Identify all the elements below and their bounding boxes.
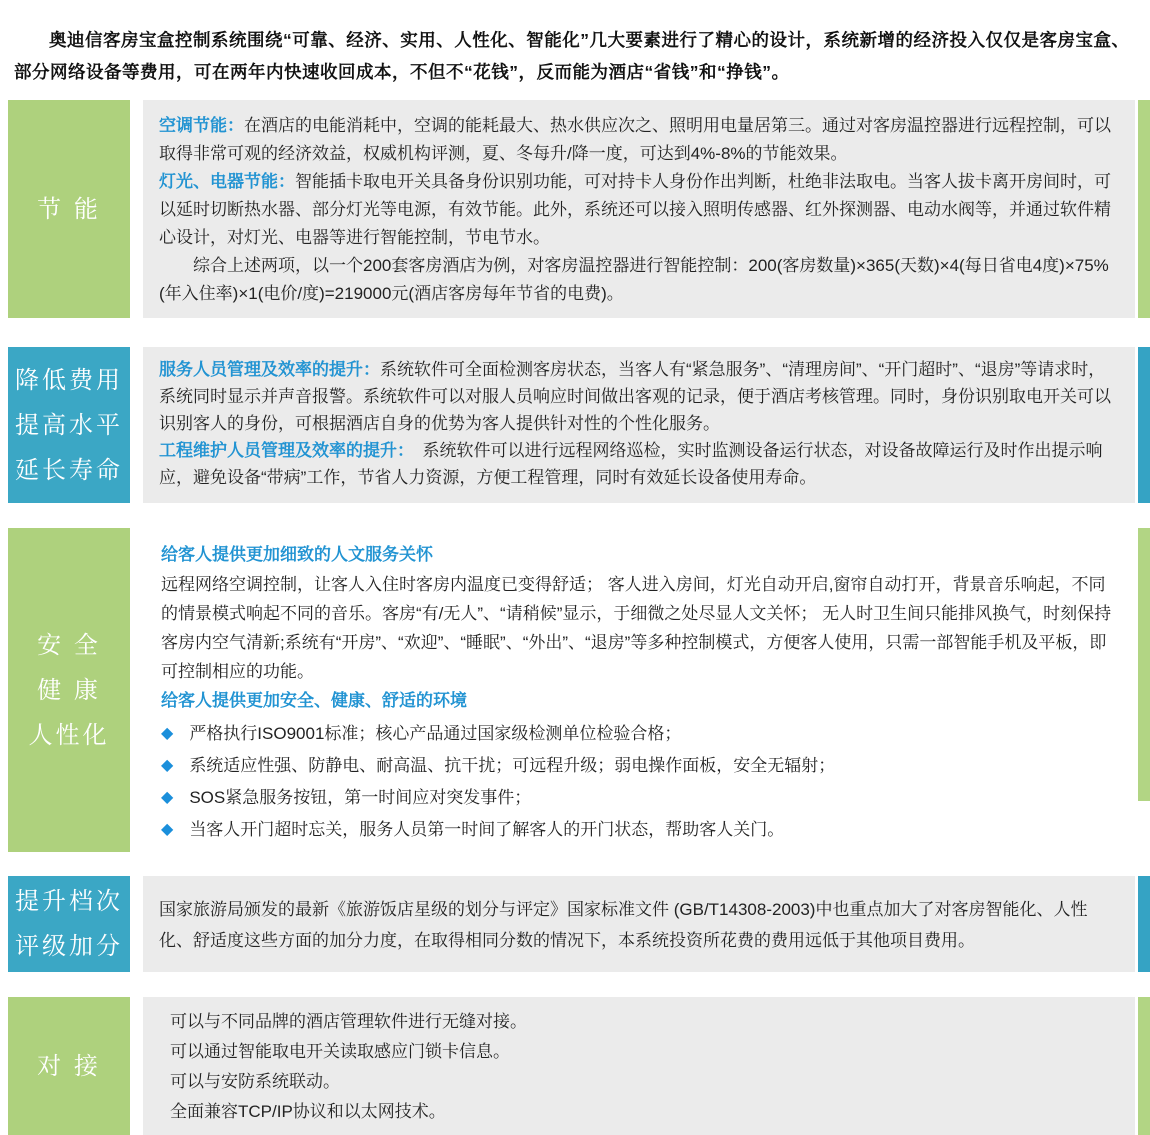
paragraph-text: 综合上述两项，以一个200套客房酒店为例，对客房温控器进行智能控制：200(客房数量)×365(天数)×4(每日省电4度)×75%(年入住率)×1(电价/度)=219000元(酒店客房每年节省的电费)。: [159, 256, 1109, 303]
section-content-grade-upgrade: [143, 876, 1135, 972]
paragraph-text: 系统软件可以进行远程网络巡检，实时监测设备运行状态，对设备故障运行及时作出提示响应，避免设备“带病”工作，节省人力资源，方便工程管理，同时有效延长设备使用寿命。: [159, 441, 1103, 487]
label-line: 提高水平: [15, 411, 123, 439]
accent-bar-teal: [1138, 876, 1150, 972]
accent-bar-green: [1138, 528, 1150, 801]
label-line: 延长寿命: [15, 456, 123, 484]
paragraph-lead: 工程维护人员管理及效率的提升：: [159, 441, 406, 460]
section-integration: [0, 997, 1150, 1135]
integration-line: 可以通过智能取电开关读取感应门锁卡信息。: [170, 1042, 510, 1061]
diamond-bullet-icon: ◆: [161, 725, 174, 742]
label-line: 健 康: [37, 676, 101, 704]
diamond-bullet-icon: ◆: [161, 757, 174, 774]
section-label-integration: [8, 997, 130, 1135]
label-line: 提升档次: [15, 888, 123, 915]
paragraph-lead: 空调节能：: [159, 116, 244, 135]
subheading-safe-environment: 给客人提供更加安全、健康、舒适的环境: [161, 691, 467, 710]
section-gap: [0, 318, 1150, 347]
section-content-energy-saving: [143, 100, 1135, 318]
intro-paragraph: 奥迪信客房宝盒控制系统围绕“可靠、经济、实用、人性化、智能化”几大要素进行了精心的设计，系统新增的经济投入仅仅是客房宝盒、部分网络设备等费用，可在两年内快速收回成本，不但不“花钱”，反而能为酒店“省钱”和“挣钱”。: [14, 30, 1130, 82]
bullet-text: 当客人开门超时忘关，服务人员第一时间了解客人的开门状态，帮助客人关门。: [189, 820, 785, 839]
integration-line: 可以与安防系统联动。: [170, 1072, 340, 1091]
section-content-cost-reduction: [143, 347, 1135, 503]
diamond-bullet-icon: ◆: [161, 821, 174, 838]
bullet-text: 严格执行ISO9001标准；核心产品通过国家级检测单位检验合格；: [189, 724, 682, 743]
section-grade-upgrade: [0, 876, 1150, 972]
paragraph-maintenance-staff: [159, 437, 1117, 491]
integration-line: 可以与不同品牌的酒店管理软件进行无缝对接。: [170, 1012, 527, 1031]
bullet-item: [161, 783, 1117, 812]
paragraph-ac-saving: [159, 112, 1117, 168]
section-safety-health: [0, 528, 1150, 852]
section-label-energy-saving: [8, 100, 130, 318]
paragraph-national-standard: 国家旅游局颁发的最新《旅游饭店星级的划分与评定》国家标准文件 (GB/T14308-2003)中也重点加大了对客房智能化、人性化、舒适度这些方面的加分力度，在取得相同分数的情况下，本系统投资所花费的费用远低于其他项目费用。: [159, 900, 1088, 950]
section-content-integration: [143, 997, 1135, 1135]
bullet-item: [161, 719, 1117, 748]
diamond-bullet-icon: ◆: [161, 789, 174, 806]
paragraph-service-staff: [159, 356, 1117, 437]
label-line: 人性化: [28, 721, 110, 749]
label-line: 安 全: [37, 631, 101, 659]
label-line: 评级加分: [15, 933, 123, 960]
section-content-safety-health: [143, 528, 1135, 852]
paragraph-text: 系统软件可全面检测客房状态，当客人有“紧急服务”、“清理房间”、“开门超时”、“退房”等请求时，系统同时显示并声音报警。系统软件可以对服人员响应时间做出客观的记录，便于酒店考核管理。同时，身份识别取电开关可以识别客人的身份，可根据酒店自身的优势为客人提供针对性的个性化服务。: [159, 360, 1111, 433]
label-line: 对 接: [37, 1052, 101, 1080]
section-gap: [0, 503, 1150, 528]
accent-bar-teal: [1138, 347, 1150, 503]
bullet-text: SOS紧急服务按钮，第一时间应对突发事件；: [189, 788, 532, 807]
paragraph-humanized-service: 远程网络空调控制，让客人入住时客房内温度已变得舒适； 客人进入房间，灯光自动开启,窗帘自动打开，背景音乐响起，不同的情景模式响起不同的音乐。客房“有/无人”、“请稍候”显示，于细微之处尽显人文关怀； 无人时卫生间只能排风换气，时刻保持客房内空气清新;系统有“开房”、“欢迎”、“睡眠”、“外出”、“退房”等多种控制模式，方便客人使用，只需一部智能手机及平板，即可控制相应的功能。: [161, 575, 1112, 681]
section-label-grade-upgrade: [8, 876, 130, 972]
accent-bar-green: [1138, 997, 1150, 1135]
paragraph-light-saving: [159, 168, 1117, 252]
bullet-item: [161, 815, 1117, 844]
section-label-safety-health: [8, 528, 130, 852]
paragraph-text: 在酒店的电能消耗中，空调的能耗最大、热水供应次之、照明用电量居第三。通过对客房温控器进行远程控制，可以取得非常可观的经济效益，权威机构评测，夏、冬每升/降一度，可达到4%-8%的节能效果。: [159, 116, 1111, 163]
section-gap: [0, 852, 1150, 876]
label-line: 节 能: [37, 195, 101, 223]
integration-line: 全面兼容TCP/IP协议和以太网技术。: [170, 1102, 446, 1121]
bullet-item: [161, 751, 1117, 780]
paragraph-text: 智能插卡取电开关具备身份识别功能，可对持卡人身份作出判断，杜绝非法取电。当客人拔卡离开房间时，可以延时切断热水器、部分灯光等电源，有效节能。此外，系统还可以接入照明传感器、红外探测器、电动水阀等，并通过软件精心设计，对灯光、电器等进行智能控制，节电节水。: [159, 172, 1111, 247]
accent-bar-green: [1138, 100, 1150, 318]
section-energy-saving: [0, 100, 1150, 318]
bullet-text: 系统适应性强、防静电、耐高温、抗干扰；可远程升级；弱电操作面板，安全无辐射；: [189, 756, 836, 775]
paragraph-lead: 灯光、电器节能：: [159, 172, 295, 191]
section-cost-reduction: [0, 347, 1150, 503]
section-label-cost-reduction: [8, 347, 130, 503]
paragraph-lead: 服务人员管理及效率的提升：: [159, 360, 380, 379]
subheading-humanized-service: 给客人提供更加细致的人文服务关怀: [161, 545, 433, 564]
section-gap: [0, 972, 1150, 997]
label-line: 降低费用: [15, 366, 123, 394]
paragraph-savings-calculation: [159, 252, 1117, 308]
